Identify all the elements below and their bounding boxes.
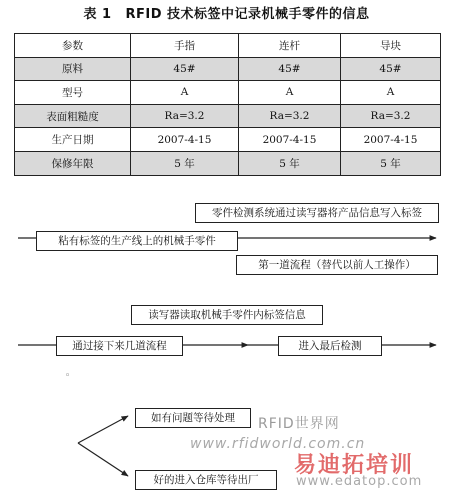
header-cell: 手指 xyxy=(131,34,239,58)
first-process-box: 第一道流程（替代以前人工操作） xyxy=(236,255,438,275)
table-cell: Ra=3.2 xyxy=(131,104,239,128)
table-cell: Ra=3.2 xyxy=(341,104,441,128)
table-cell: 45# xyxy=(131,57,239,81)
table-cell: 45# xyxy=(239,57,341,81)
table-cell: 2007-4-15 xyxy=(131,128,239,152)
table-cell: 2007-4-15 xyxy=(341,128,441,152)
scan-speck: ◦ xyxy=(65,371,71,381)
row-label: 型号 xyxy=(15,81,131,105)
table-cell: 5 年 xyxy=(131,151,239,175)
table-title: RFID 技术标签中记录机械手零件的信息 xyxy=(125,7,370,22)
final-check-box: 进入最后检测 xyxy=(278,336,382,356)
table-number: 表 1 xyxy=(83,7,112,22)
tagged-parts-box: 粘有标签的生产线上的机械手零件 xyxy=(36,231,238,251)
table-cell: 45# xyxy=(341,57,441,81)
watermark-site-name: RFID世界网 xyxy=(258,416,340,432)
table-cell: 2007-4-15 xyxy=(239,128,341,152)
table-cell: A xyxy=(239,81,341,105)
row-label: 表面粗糙度 xyxy=(15,104,131,128)
table-cell: 5 年 xyxy=(341,151,441,175)
row-label: 生产日期 xyxy=(15,128,131,152)
table-cell: 5 年 xyxy=(239,151,341,175)
table-cell: A xyxy=(341,81,441,105)
table-cell: A xyxy=(131,81,239,105)
flow-arrow-branch-up xyxy=(78,416,128,443)
table-cell: Ra=3.2 xyxy=(239,104,341,128)
watermark-brand: 易迪拓培训 xyxy=(294,453,415,478)
next-processes-box: 通过接下来几道流程 xyxy=(56,336,183,356)
row-label: 原料 xyxy=(15,57,131,81)
flow-arrow-branch-down xyxy=(78,443,128,476)
warehouse-box: 好的进入仓库等待出厂 xyxy=(135,470,277,490)
problem-box: 如有问题等待处理 xyxy=(135,408,251,428)
watermark-site-url: www.rfidworld.com.cn xyxy=(190,436,366,452)
header-cell: 连杆 xyxy=(239,34,341,58)
read-tag-box: 读写器读取机械手零件内标签信息 xyxy=(131,305,323,325)
watermark-brand-url: www.edatop.com xyxy=(296,474,423,489)
header-cell: 参数 xyxy=(15,34,131,58)
header-cell: 导块 xyxy=(341,34,441,58)
row-label: 保修年限 xyxy=(15,151,131,175)
write-tag-box: 零件检测系统通过读写器将产品信息写入标签 xyxy=(195,203,439,223)
